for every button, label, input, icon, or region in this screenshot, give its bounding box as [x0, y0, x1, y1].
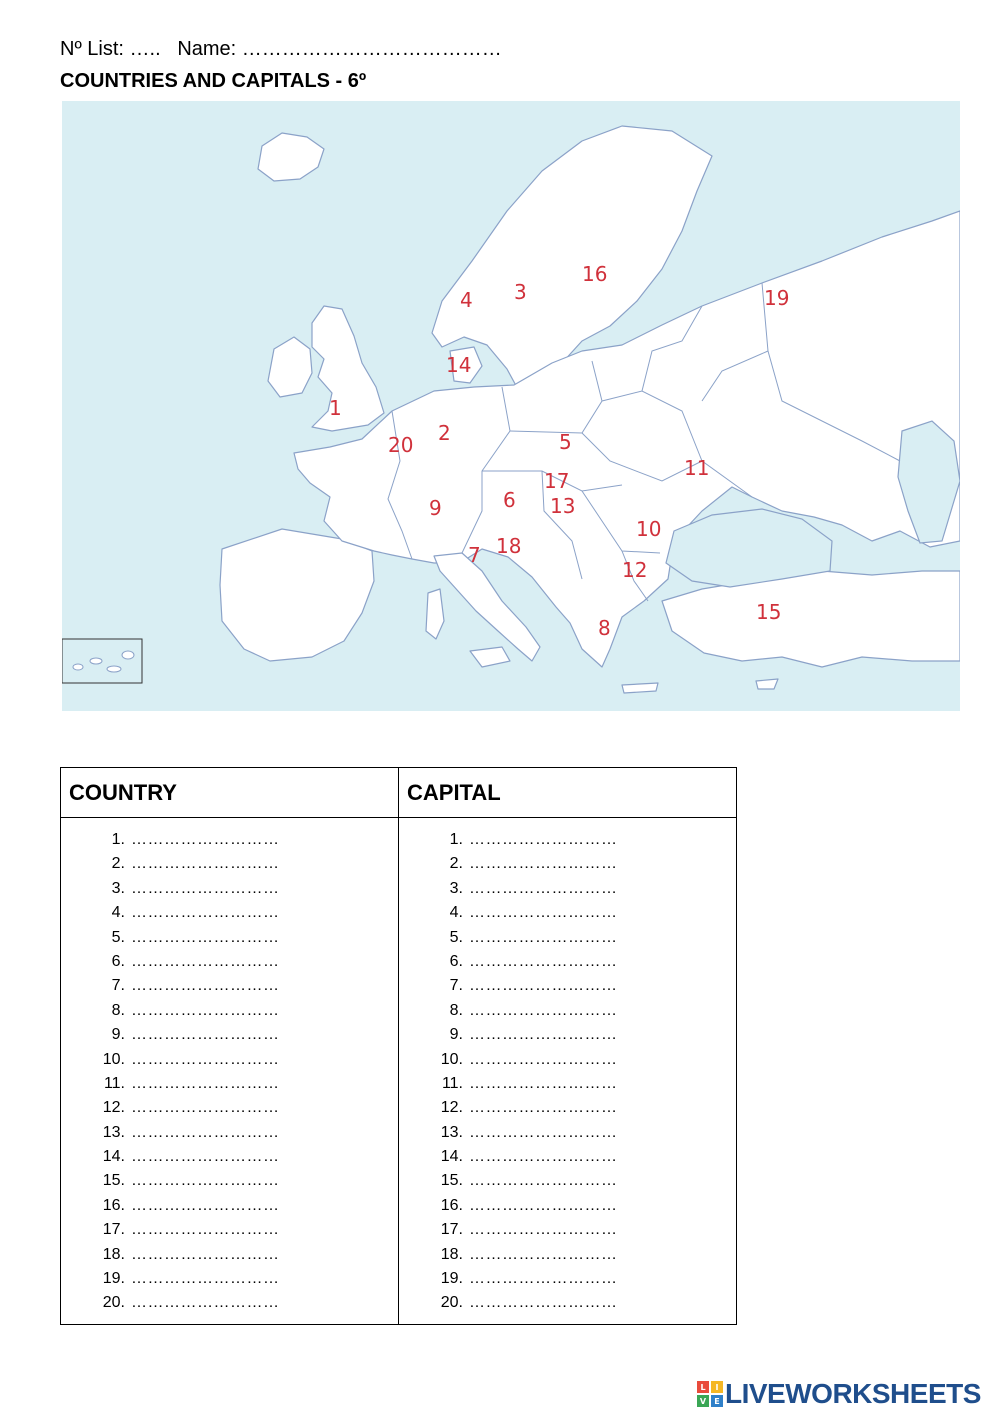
answer-blank[interactable]: ……………………… [131, 855, 280, 873]
map-label-6: 6 [503, 488, 516, 512]
line-number: 6. [111, 952, 125, 970]
country-line-10[interactable] [61, 1048, 398, 1072]
line-number: 10. [102, 1050, 125, 1068]
line-number: 18. [102, 1245, 125, 1263]
line-number: 9. [449, 1026, 463, 1044]
answer-blank[interactable]: ……………………… [131, 831, 280, 848]
answer-blank[interactable]: ……………………… [469, 1172, 618, 1190]
line-number: 15. [102, 1172, 125, 1190]
line-number: 2. [449, 855, 463, 873]
line-number: 8. [111, 1001, 125, 1019]
answer-blank[interactable]: ……………………… [469, 1221, 618, 1239]
capital-line-12[interactable] [399, 1096, 736, 1120]
capital-line-14[interactable] [399, 1145, 736, 1169]
answer-blank[interactable]: ……………………… [469, 1001, 618, 1019]
line-number: 14. [102, 1148, 125, 1166]
answer-blank[interactable]: ……………………… [469, 904, 618, 922]
cyprus-shape [756, 679, 778, 689]
capital-line-13[interactable] [399, 1121, 736, 1145]
line-number: 11. [103, 1074, 125, 1092]
capital-line-4[interactable] [399, 901, 736, 925]
answer-blank[interactable]: ……………………… [131, 1001, 280, 1019]
line-number: 1. [449, 831, 463, 848]
line-number: 19. [102, 1270, 125, 1288]
country-line-13[interactable] [61, 1121, 398, 1145]
capital-line-8[interactable] [399, 999, 736, 1023]
capital-line-1[interactable] [399, 828, 736, 852]
answer-blank[interactable]: ……………………… [469, 879, 618, 897]
country-column [61, 818, 399, 1325]
capital-line-5[interactable] [399, 926, 736, 950]
map-label-10: 10 [636, 517, 662, 541]
map-label-5: 5 [559, 430, 572, 454]
line-number: 17. [440, 1221, 463, 1239]
line-number: 5. [111, 928, 125, 946]
answer-blank[interactable]: ……………………… [469, 1050, 618, 1068]
line-number: 5. [449, 928, 463, 946]
canary-island [73, 664, 83, 670]
crete-shape [622, 683, 658, 693]
answer-blank[interactable]: ……………………… [131, 1270, 280, 1288]
capital-line-10[interactable] [399, 1048, 736, 1072]
line-number: 3. [449, 879, 463, 897]
europe-map [62, 101, 960, 711]
capital-line-16[interactable] [399, 1194, 736, 1218]
map-label-19: 19 [764, 286, 790, 310]
answer-blank[interactable]: ……………………… [131, 1221, 280, 1239]
line-number: 1. [111, 831, 125, 848]
map-label-8: 8 [598, 616, 611, 640]
line-number: 17. [102, 1221, 125, 1239]
capital-line-17[interactable] [399, 1218, 736, 1242]
answer-blank[interactable]: ……………………… [469, 1270, 618, 1288]
capital-line-2[interactable] [399, 852, 736, 876]
answer-blank[interactable]: ……………………… [469, 1099, 618, 1117]
country-line-4[interactable] [61, 901, 398, 925]
map-label-18: 18 [496, 534, 522, 558]
page-title: COUNTRIES AND CAPITALS - 6º [60, 70, 367, 92]
line-number: 19. [440, 1270, 463, 1288]
line-number: 18. [440, 1245, 463, 1263]
line-number: 8. [449, 1001, 463, 1019]
country-line-7[interactable] [61, 974, 398, 998]
map-label-13: 13 [550, 494, 576, 518]
country-line-8[interactable] [61, 999, 398, 1023]
line-number: 15. [440, 1172, 463, 1190]
map-label-16: 16 [582, 262, 608, 286]
country-column-header: COUNTRY [61, 768, 399, 818]
answer-blank[interactable]: ……………………… [469, 1026, 618, 1044]
map-label-15: 15 [756, 600, 782, 624]
capital-line-6[interactable] [399, 950, 736, 974]
map-label-11: 11 [684, 456, 710, 480]
line-number: 13. [102, 1123, 125, 1141]
map-label-14: 14 [446, 353, 472, 377]
capital-line-18[interactable] [399, 1243, 736, 1267]
brand-name: LIVEWORKSHEETS [725, 1378, 981, 1409]
name-line: Nº List: ….. Name: ………………………………… [60, 38, 502, 60]
capital-column [399, 818, 737, 1325]
line-number: 14. [440, 1148, 463, 1166]
canary-island [107, 666, 121, 672]
line-number: 2. [111, 855, 125, 873]
line-number: 20. [440, 1294, 463, 1312]
logo-letter: I [715, 1383, 719, 1392]
country-line-20[interactable] [61, 1291, 398, 1315]
answer-blank[interactable]: ……………………… [131, 1172, 280, 1190]
country-line-18[interactable] [61, 1243, 398, 1267]
canary-island [90, 658, 102, 664]
country-line-6[interactable] [61, 950, 398, 974]
answer-blank[interactable]: ……………………… [469, 952, 618, 970]
country-line-14[interactable] [61, 1145, 398, 1169]
country-line-5[interactable] [61, 926, 398, 950]
answer-blank[interactable]: ……………………… [131, 928, 280, 946]
answer-blank[interactable]: ……………………… [469, 1123, 618, 1141]
map-label-3: 3 [514, 280, 527, 304]
answer-blank[interactable]: ……………………… [131, 1050, 280, 1068]
country-line-2[interactable] [61, 852, 398, 876]
answer-table [60, 767, 737, 1325]
map-label-4: 4 [460, 288, 473, 312]
answer-blank[interactable]: ……………………… [469, 855, 618, 873]
answer-blank[interactable]: ……………………… [131, 1099, 280, 1117]
answer-blank[interactable]: ……………………… [469, 1245, 618, 1263]
country-line-1[interactable] [61, 828, 398, 852]
capital-list [399, 828, 736, 1316]
line-number: 4. [449, 904, 463, 922]
answer-blank[interactable]: ……………………… [131, 977, 280, 995]
country-line-11[interactable] [61, 1072, 398, 1096]
answer-blank[interactable]: ……………………… [469, 977, 618, 995]
line-number: 12. [440, 1099, 463, 1117]
country-list [61, 828, 398, 1316]
line-number: 10. [440, 1050, 463, 1068]
country-line-15[interactable] [61, 1169, 398, 1193]
map-label-20: 20 [388, 433, 414, 457]
country-line-12[interactable] [61, 1096, 398, 1120]
canary-island [122, 651, 134, 659]
map-label-12: 12 [622, 558, 648, 582]
line-number: 9. [111, 1026, 125, 1044]
answer-blank[interactable]: ……………………… [469, 1196, 618, 1214]
capital-line-19[interactable] [399, 1267, 736, 1291]
answer-blank[interactable]: ……………………… [131, 1074, 280, 1092]
line-number: 20. [102, 1294, 125, 1312]
country-line-19[interactable] [61, 1267, 398, 1291]
line-number: 16. [440, 1196, 463, 1214]
answer-blank[interactable]: ……………………… [131, 1196, 280, 1214]
answer-blank[interactable]: ……………………… [469, 831, 618, 848]
country-line-3[interactable] [61, 877, 398, 901]
liveworksheets-logo-icon [697, 1381, 723, 1407]
map-label-7: 7 [468, 543, 481, 567]
capital-line-11[interactable] [399, 1072, 736, 1096]
capital-line-20[interactable] [399, 1291, 736, 1315]
logo-letter: E [714, 1397, 720, 1406]
line-number: 6. [449, 952, 463, 970]
line-number: 13. [440, 1123, 463, 1141]
map-label-17: 17 [544, 469, 570, 493]
map-label-9: 9 [429, 496, 442, 520]
country-line-17[interactable] [61, 1218, 398, 1242]
answer-blank[interactable]: ……………………… [131, 1123, 280, 1141]
answer-blank[interactable]: ……………………… [131, 879, 280, 897]
line-number: 16. [102, 1196, 125, 1214]
line-number: 7. [449, 977, 463, 995]
capital-line-9[interactable] [399, 1023, 736, 1047]
answer-blank[interactable]: ……………………… [131, 1294, 280, 1312]
answer-blank[interactable]: ……………………… [131, 1245, 280, 1263]
answer-blank[interactable]: ……………………… [469, 1148, 618, 1166]
liveworksheets-brand [697, 1379, 993, 1409]
answer-blank[interactable]: ……………………… [131, 1026, 280, 1044]
answer-blank[interactable]: ……………………… [131, 1148, 280, 1166]
capital-line-3[interactable] [399, 877, 736, 901]
answer-blank[interactable]: ……………………… [131, 952, 280, 970]
map-label-1: 1 [329, 396, 342, 420]
capital-column-header: CAPITAL [399, 768, 737, 818]
answer-blank[interactable]: ……………………… [469, 1294, 618, 1312]
line-number: 4. [111, 904, 125, 922]
country-line-16[interactable] [61, 1194, 398, 1218]
capital-line-15[interactable] [399, 1169, 736, 1193]
line-number: 12. [102, 1099, 125, 1117]
line-number: 3. [111, 879, 125, 897]
answer-blank[interactable]: ……………………… [469, 928, 618, 946]
line-number: 11. [441, 1074, 463, 1092]
map-label-2: 2 [438, 421, 451, 445]
line-number: 7. [111, 977, 125, 995]
logo-letter: L [700, 1383, 706, 1392]
answer-blank[interactable]: ……………………… [469, 1074, 618, 1092]
logo-letter: V [699, 1397, 707, 1406]
country-line-9[interactable] [61, 1023, 398, 1047]
answer-blank[interactable]: ……………………… [131, 904, 280, 922]
capital-line-7[interactable] [399, 974, 736, 998]
